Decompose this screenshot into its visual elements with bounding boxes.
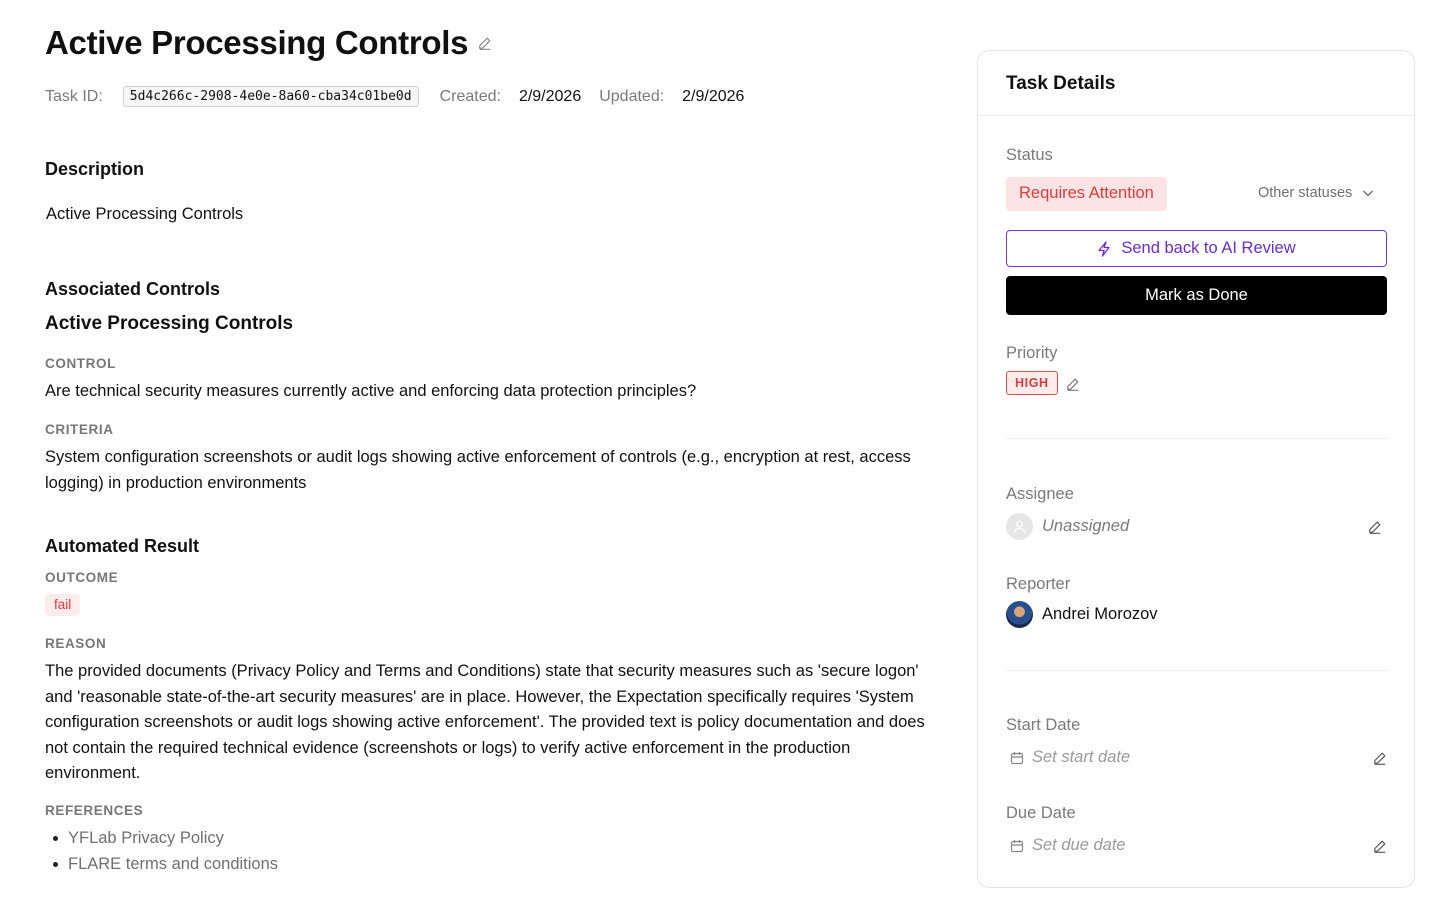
send-back-ai-review-button[interactable] — [1006, 230, 1387, 267]
status-badge: Requires Attention — [1006, 177, 1167, 211]
assignee-label: Assignee — [1006, 485, 1074, 503]
user-placeholder-icon — [1006, 513, 1033, 540]
automated-result-heading: Automated Result — [45, 536, 200, 556]
updated-label: Updated: — [599, 87, 665, 105]
outcome-badge: fail — [45, 594, 80, 616]
due-date-label: Due Date — [1006, 804, 1076, 822]
assignee-value: Unassigned — [1042, 517, 1130, 535]
status-label: Status — [1006, 146, 1053, 164]
criteria-text: System configuration screenshots or audit logs showing active enforcement of controls (e.g., encryption at rest, access logging) in production environments — [45, 448, 911, 492]
page-title: Active Processing Controls — [45, 24, 469, 61]
other-statuses-dropdown[interactable] — [1258, 185, 1374, 201]
start-date-label: Start Date — [1006, 716, 1081, 734]
references-list — [45, 826, 278, 877]
associated-controls-heading: Associated Controls — [45, 279, 221, 299]
control-label: CONTROL — [45, 356, 116, 371]
chevron-down-icon — [1362, 187, 1374, 199]
priority-badge: HIGH — [1006, 371, 1058, 395]
references-label: REFERENCES — [45, 803, 144, 818]
avatar — [1006, 601, 1033, 628]
edit-priority-pencil-icon[interactable] — [1066, 377, 1080, 391]
outcome-label: OUTCOME — [45, 570, 119, 585]
reference-item[interactable]: YFLab Privacy Policy — [45, 826, 278, 852]
created-value: 2/9/2026 — [518, 87, 582, 105]
edit-assignee-pencil-icon[interactable] — [1368, 520, 1382, 534]
control-text: Are technical security measures currently active and enforcing data protection principles? — [45, 382, 697, 400]
send-back-label: Send back to AI Review — [1121, 239, 1296, 257]
lightning-icon — [1097, 241, 1111, 257]
reporter-value: Andrei Morozov — [1042, 605, 1158, 623]
panel-title: Task Details — [978, 51, 1414, 116]
criteria-label: CRITERIA — [45, 422, 114, 437]
start-date-placeholder: Set start date — [1032, 748, 1131, 766]
priority-label: Priority — [1006, 344, 1058, 362]
edit-title-pencil-icon[interactable] — [478, 36, 492, 50]
calendar-icon — [1010, 839, 1024, 853]
start-date-field[interactable] — [1010, 748, 1130, 767]
reason-label: REASON — [45, 636, 107, 651]
created-label: Created: — [439, 87, 501, 105]
reference-item[interactable]: FLARE terms and conditions — [45, 852, 278, 878]
reason-text: The provided documents (Privacy Policy and Terms and Conditions) state that security measures such as 'secure logon' and 'reasonable state-of-the-art security measures' are in place. However, the Expectation specifically requires 'System configuration screenshots or audit logs showing active enforcement'. The provided text is policy documentation and does not contain the required technical evidence (screenshots or logs) to verify active enforcement in the production environment. — [45, 662, 925, 782]
other-statuses-label: Other statuses — [1258, 185, 1353, 201]
edit-start-date-pencil-icon[interactable] — [1373, 751, 1387, 765]
control-title: Active Processing Controls — [45, 313, 294, 334]
title-row — [45, 24, 492, 62]
edit-due-date-pencil-icon[interactable] — [1373, 839, 1387, 853]
due-date-placeholder: Set due date — [1032, 836, 1126, 854]
divider — [1006, 670, 1387, 671]
reporter-label: Reporter — [1006, 575, 1071, 593]
task-id-value[interactable]: 5d4c266c-2908-4e0e-8a60-cba34c01be0d — [123, 86, 419, 107]
mark-as-done-button[interactable]: Mark as Done — [1006, 276, 1387, 315]
divider — [1006, 438, 1387, 439]
calendar-icon — [1010, 751, 1024, 765]
due-date-field[interactable] — [1010, 836, 1126, 855]
task-details-panel — [977, 50, 1415, 888]
updated-value: 2/9/2026 — [682, 87, 745, 105]
description-text: Active Processing Controls — [46, 205, 244, 223]
description-heading: Description — [45, 159, 145, 179]
task-meta — [45, 86, 744, 107]
task-id-label: Task ID: — [45, 87, 103, 105]
